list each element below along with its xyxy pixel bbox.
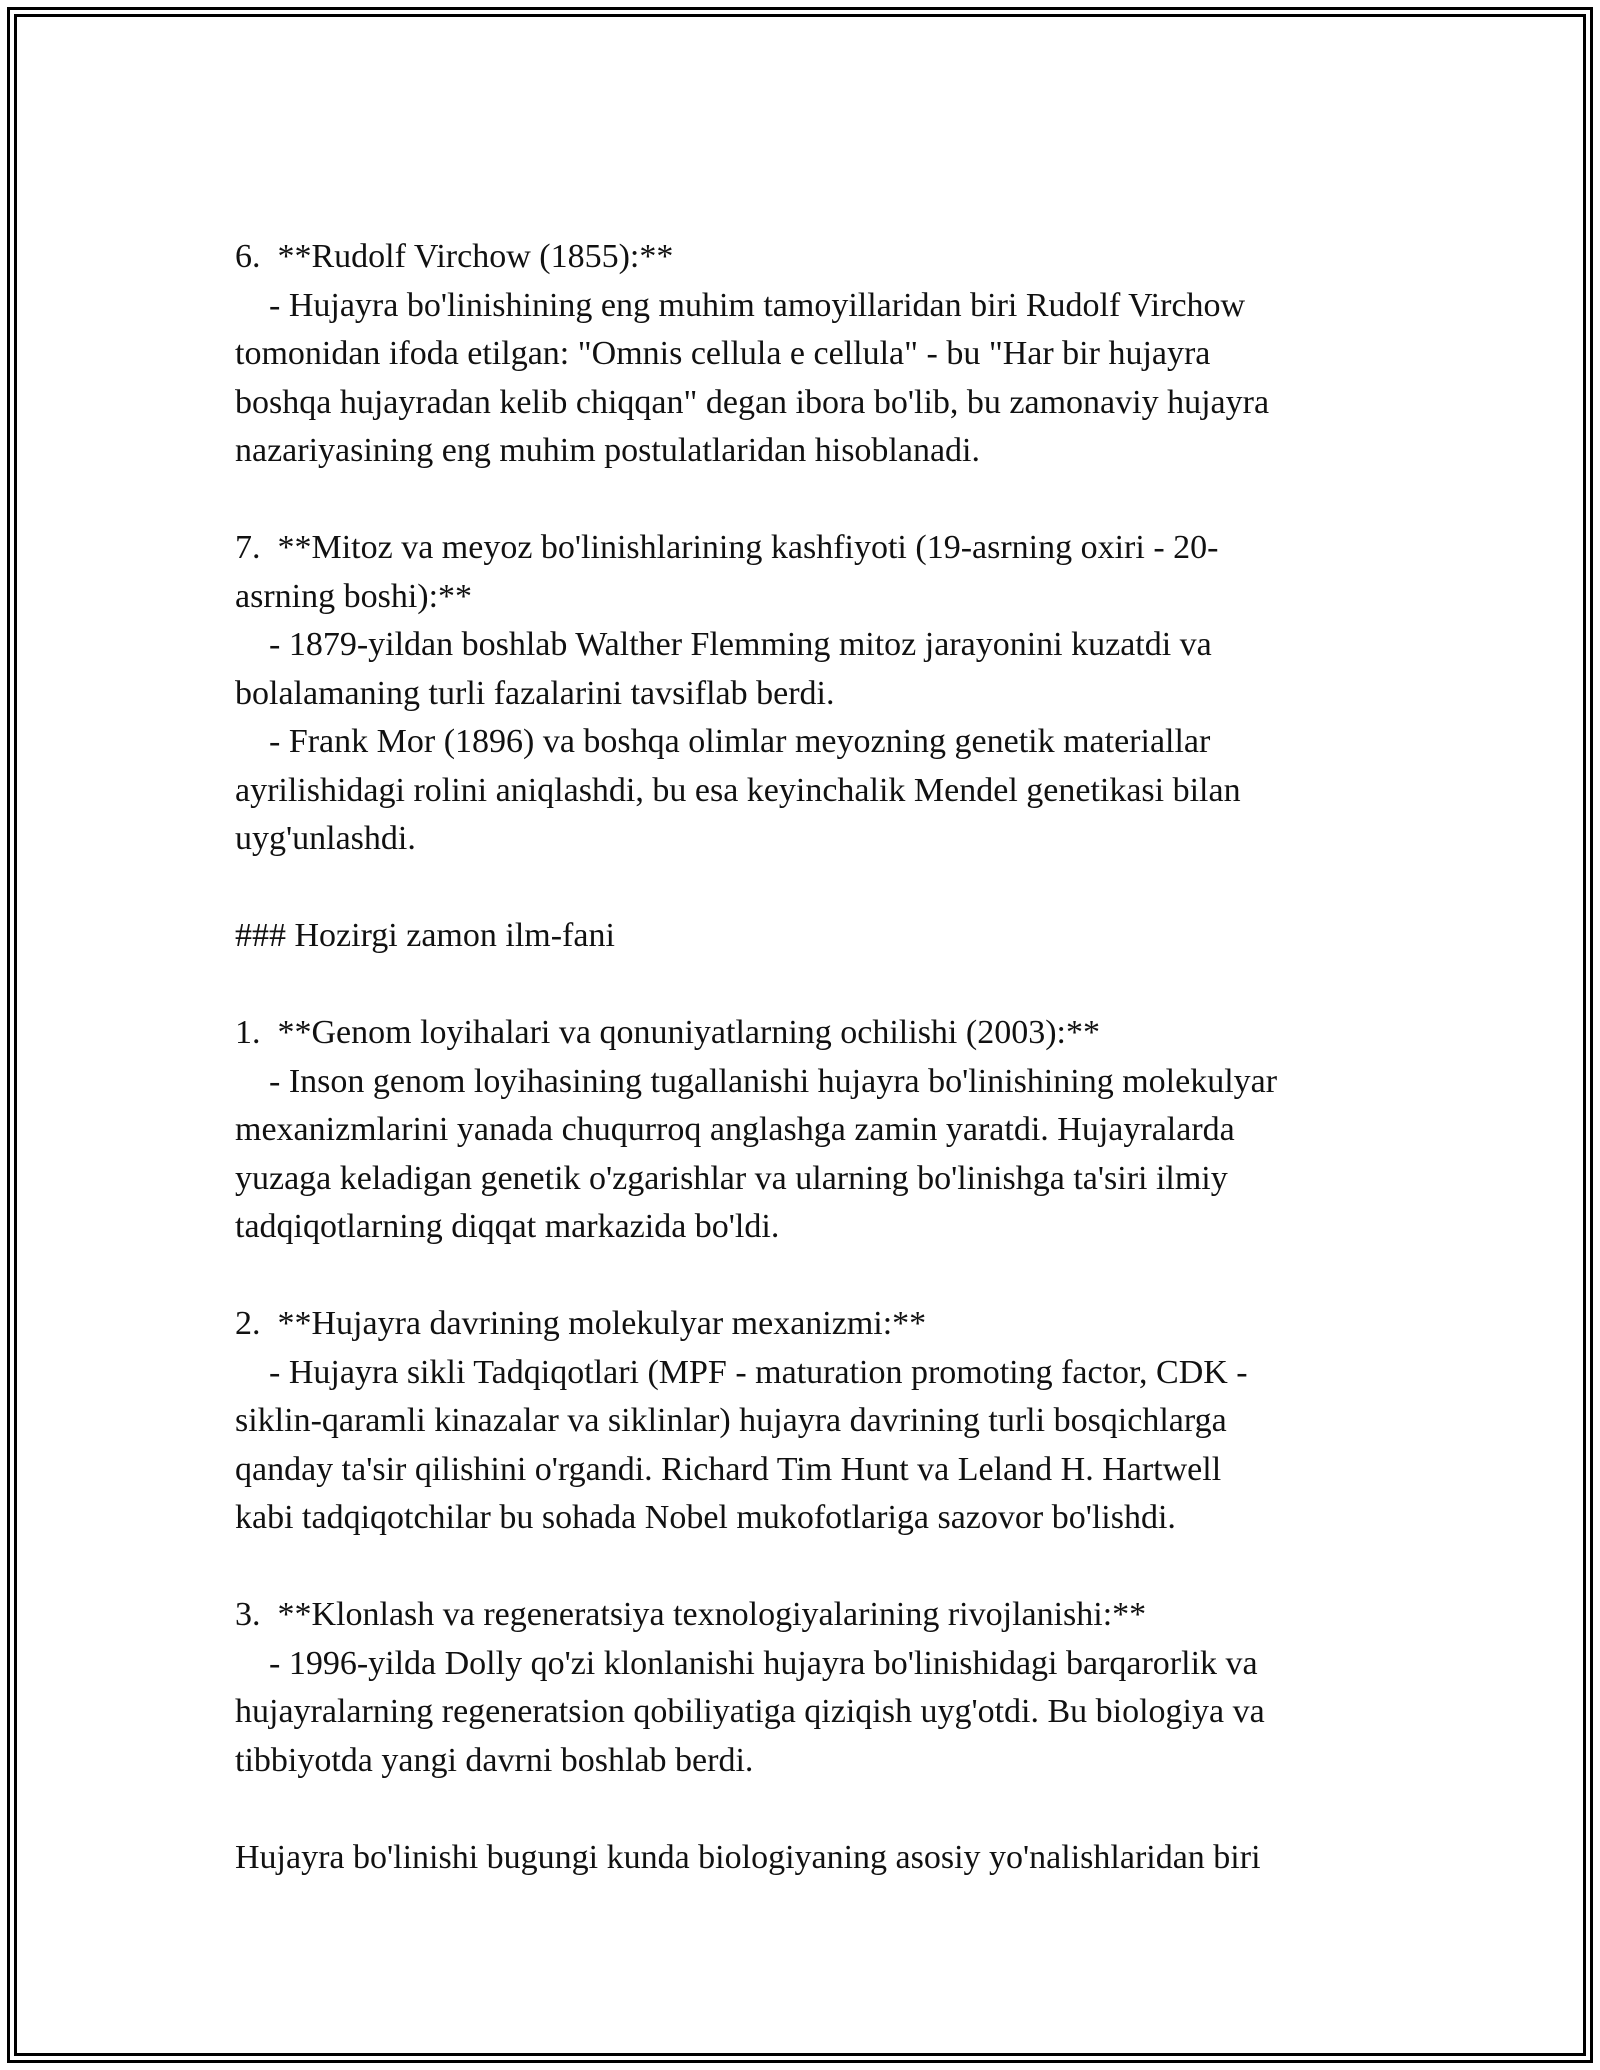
document-body	[235, 233, 1385, 1882]
text-line: tibbiyotda yangi davrni boshlab berdi.	[235, 1741, 754, 1779]
list-item-bullet: - 1879-yildan boshlab Walther Flemming mitoz jarayonini kuzatdi va	[235, 626, 1212, 663]
text-line: uyg'unlashdi.	[235, 820, 416, 857]
text-line: asrning boshi):**	[235, 577, 473, 615]
list-item-bullet: - Frank Mor (1896) va boshqa olimlar meyozning genetik materiallar	[235, 723, 1211, 760]
blank-line	[235, 961, 1385, 1010]
list-item-title: 7. **Mitoz va meyoz bo'linishlarining kashfiyoti (19-asrning oxiri - 20-	[235, 529, 1219, 566]
list-item-title: 6. **Rudolf Virchow (1855):**	[235, 238, 674, 275]
blank-line	[235, 476, 1385, 525]
text-line: ayrilishidagi rolini aniqlashdi, bu esa keyinchalik Mendel genetikasi bilan	[235, 771, 1241, 809]
text-line: siklin-qaramli kinazalar va siklinlar) hujayra davrining turli bosqichlarga	[235, 1402, 1227, 1439]
list-item-bullet: - Inson genom loyihasining tugallanishi hujayra bo'linishining molekulyar	[235, 1062, 1278, 1100]
blank-line	[235, 1543, 1385, 1592]
list-item-bullet: - Hujayra bo'linishining eng muhim tamoyillaridan biri Rudolf Virchow	[235, 286, 1246, 324]
text-line: tadqiqotlarning diqqat markazida bo'ldi.	[235, 1208, 780, 1245]
list-item-title: 3. **Klonlash va regeneratsiya texnologiyalarining rivojlanishi:**	[235, 1596, 1147, 1633]
text-line: yuzaga keladigan genetik o'zgarishlar va ularning bo'linishga ta'siri ilmiy	[235, 1159, 1228, 1197]
text-line: Hujayra bo'linishi bugungi kunda biologiyaning asosiy yo'nalishlaridan biri	[235, 1838, 1261, 1876]
text-line: hujayralarning regeneratsion qobiliyatiga qiziqish uyg'otdi. Bu biologiya va	[235, 1693, 1265, 1730]
text-line: bolalamaning turli fazalarini tavsiflab berdi.	[235, 674, 835, 712]
text-line: qanday ta'sir qilishini o'rgandi. Richard Tim Hunt va Leland H. Hartwell	[235, 1450, 1222, 1488]
text-line: nazariyasining eng muhim postulatlaridan hisoblanadi.	[235, 432, 980, 469]
list-item-bullet: - 1996-yilda Dolly qo'zi klonlanishi hujayra bo'linishidagi barqarorlik va	[235, 1644, 1258, 1682]
list-item-title: 1. **Genom loyihalari va qonuniyatlarning ochilishi (2003):**	[235, 1014, 1100, 1051]
blank-line	[235, 1252, 1385, 1301]
text-line: mexanizmlarini yanada chuqurroq anglashga zamin yaratdi. Hujayralarda	[235, 1111, 1235, 1148]
list-item-bullet: - Hujayra sikli Tadqiqotlari (MPF - maturation promoting factor, CDK -	[235, 1353, 1248, 1391]
list-item-title: 2. **Hujayra davrining molekulyar mexanizmi:**	[235, 1305, 927, 1342]
text-line: tomonidan ifoda etilgan: "Omnis cellula e cellula" - bu "Har bir hujayra	[235, 335, 1211, 372]
text-line: boshqa hujayradan kelib chiqqan" degan ibora bo'lib, bu zamonaviy hujayra	[235, 383, 1270, 421]
blank-line	[235, 864, 1385, 913]
text-line: kabi tadqiqotchilar bu sohada Nobel mukofotlariga sazovor bo'lishdi.	[235, 1499, 1176, 1536]
blank-line	[235, 1785, 1385, 1834]
section-heading: ### Hozirgi zamon ilm-fani	[235, 917, 615, 954]
